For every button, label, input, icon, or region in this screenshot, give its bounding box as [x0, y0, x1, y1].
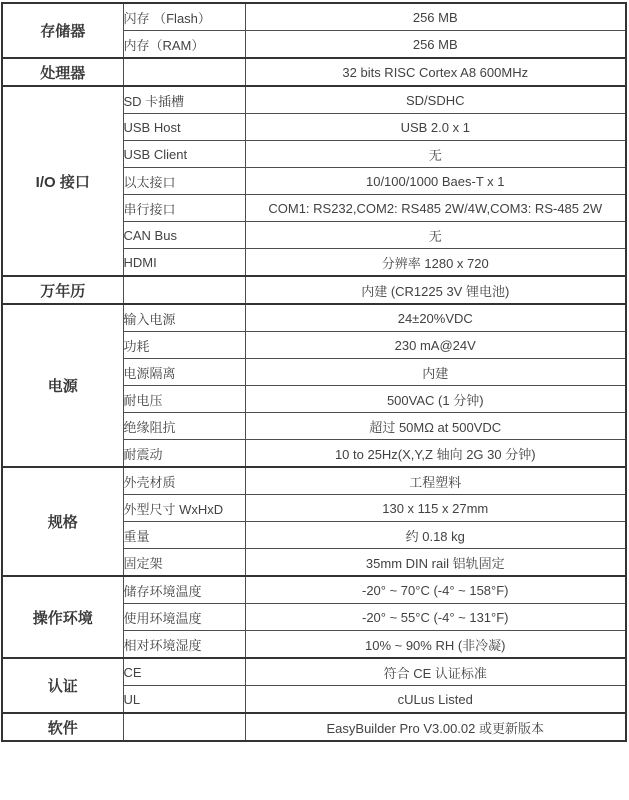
spec-label-cell: USB Client — [123, 141, 245, 168]
table-row — [2, 658, 626, 686]
spec-label-cell: 串行接口 — [123, 195, 245, 222]
table-row — [2, 576, 626, 604]
spec-value-cell: -20° ~ 55°C (-4° ~ 131°F) — [245, 604, 626, 631]
table-row — [2, 3, 626, 31]
category-cell: 操作环境 — [2, 576, 123, 658]
spec-value-cell: 230 mA@24V — [245, 332, 626, 359]
spec-label-cell: 耐震动 — [123, 440, 245, 468]
spec-value-cell: 工程塑料 — [245, 467, 626, 495]
category-cell: 处理器 — [2, 58, 123, 86]
spec-label-cell: 闪存 （Flash） — [123, 3, 245, 31]
spec-label-cell: 使用环境温度 — [123, 604, 245, 631]
category-cell: 规格 — [2, 467, 123, 576]
spec-value-cell: 32 bits RISC Cortex A8 600MHz — [245, 58, 626, 86]
category-cell: 认证 — [2, 658, 123, 713]
spec-label-cell: 以太接口 — [123, 168, 245, 195]
spec-label-cell: 绝缘阻抗 — [123, 413, 245, 440]
spec-value-cell: 符合 CE 认证标准 — [245, 658, 626, 686]
spec-label-cell — [123, 713, 245, 741]
category-cell: 存储器 — [2, 3, 123, 58]
category-cell: 软件 — [2, 713, 123, 741]
spec-label-cell: CAN Bus — [123, 222, 245, 249]
spec-label-cell: UL — [123, 686, 245, 714]
spec-value-cell: SD/SDHC — [245, 86, 626, 114]
spec-value-cell: 内建 — [245, 359, 626, 386]
spec-sheet-page — [0, 2, 629, 800]
category-cell: I/O 接口 — [2, 86, 123, 276]
spec-label-cell: 耐电压 — [123, 386, 245, 413]
table-row — [2, 467, 626, 495]
spec-value-cell: 35mm DIN rail 铝轨固定 — [245, 549, 626, 577]
spec-label-cell: CE — [123, 658, 245, 686]
table-row — [2, 86, 626, 114]
spec-value-cell: 256 MB — [245, 3, 626, 31]
spec-value-cell: 256 MB — [245, 31, 626, 59]
spec-value-cell: cULus Listed — [245, 686, 626, 714]
category-cell: 万年历 — [2, 276, 123, 304]
spec-value-cell: 10 to 25Hz(X,Y,Z 轴向 2G 30 分钟) — [245, 440, 626, 468]
spec-label-cell: 相对环境湿度 — [123, 631, 245, 659]
table-row — [2, 58, 626, 86]
spec-label-cell: 固定架 — [123, 549, 245, 577]
spec-label-cell — [123, 276, 245, 304]
spec-value-cell: USB 2.0 x 1 — [245, 114, 626, 141]
spec-label-cell: 储存环境温度 — [123, 576, 245, 604]
spec-value-cell: EasyBuilder Pro V3.00.02 或更新版本 — [245, 713, 626, 741]
spec-label-cell: 外型尺寸 WxHxD — [123, 495, 245, 522]
spec-value-cell: 分辨率 1280 x 720 — [245, 249, 626, 277]
table-row — [2, 304, 626, 332]
spec-value-cell: 无 — [245, 222, 626, 249]
spec-value-cell: 500VAC (1 分钟) — [245, 386, 626, 413]
spec-label-cell: 电源隔离 — [123, 359, 245, 386]
spec-value-cell: 内建 (CR1225 3V 锂电池) — [245, 276, 626, 304]
table-row — [2, 713, 626, 741]
spec-label-cell: USB Host — [123, 114, 245, 141]
spec-label-cell — [123, 58, 245, 86]
spec-value-cell: 130 x 115 x 27mm — [245, 495, 626, 522]
spec-label-cell: 输入电源 — [123, 304, 245, 332]
spec-value-cell: 10% ~ 90% RH (非冷凝) — [245, 631, 626, 659]
spec-label-cell: 功耗 — [123, 332, 245, 359]
spec-value-cell: 24±20%VDC — [245, 304, 626, 332]
spec-value-cell: -20° ~ 70°C (-4° ~ 158°F) — [245, 576, 626, 604]
spec-value-cell: 约 0.18 kg — [245, 522, 626, 549]
spec-table — [1, 2, 627, 742]
spec-label-cell: HDMI — [123, 249, 245, 277]
spec-label-cell: SD 卡插槽 — [123, 86, 245, 114]
spec-table-body — [2, 3, 626, 741]
spec-label-cell: 重量 — [123, 522, 245, 549]
category-cell: 电源 — [2, 304, 123, 467]
spec-value-cell: COM1: RS232,COM2: RS485 2W/4W,COM3: RS-485 2W — [245, 195, 626, 222]
spec-label-cell: 外壳材质 — [123, 467, 245, 495]
spec-value-cell: 超过 50MΩ at 500VDC — [245, 413, 626, 440]
spec-label-cell: 内存（RAM） — [123, 31, 245, 59]
table-row — [2, 276, 626, 304]
spec-value-cell: 10/100/1000 Baes-T x 1 — [245, 168, 626, 195]
spec-value-cell: 无 — [245, 141, 626, 168]
